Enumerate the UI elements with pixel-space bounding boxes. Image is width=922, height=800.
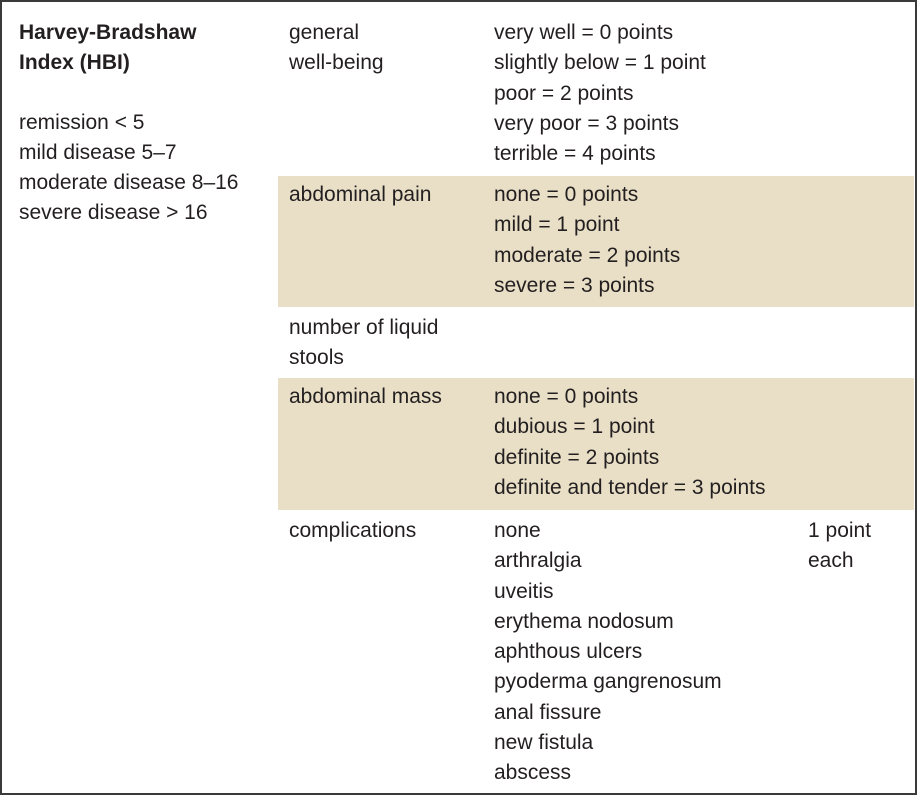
option-item: very well = 0 points	[494, 21, 674, 44]
row-complications	[278, 510, 914, 790]
option-item: uveitis	[494, 579, 554, 603]
option-item: none = 0 points	[494, 183, 639, 206]
label-line: stools	[289, 346, 344, 370]
row-label	[289, 313, 479, 374]
option-item: none	[494, 519, 541, 542]
index-title-line-2: Index (HBI)	[19, 51, 130, 74]
label-line: abdominal pain	[289, 183, 432, 206]
label-line: general	[289, 21, 360, 44]
option-item: moderate = 2 points	[494, 243, 681, 267]
note-line: 1 point	[808, 519, 872, 542]
option-item: arthralgia	[494, 549, 582, 573]
option-item: mild = 1 point	[494, 213, 620, 237]
severity-mild: mild disease 5–7	[19, 141, 177, 164]
row-label	[289, 516, 479, 546]
row-liquid-stools	[278, 307, 914, 378]
option-item: poor = 2 points	[494, 81, 634, 105]
option-item: new fistula	[494, 731, 594, 755]
option-item: anal fissure	[494, 700, 602, 724]
row-abdominal-mass	[278, 378, 914, 510]
option-item: slightly below = 1 point	[494, 51, 706, 75]
severity-list	[19, 108, 269, 228]
row-general-well-being	[278, 18, 914, 178]
row-label	[289, 18, 479, 79]
row-options	[494, 18, 794, 169]
severity-moderate: moderate disease 8–16	[19, 171, 239, 194]
row-options	[494, 180, 794, 301]
points-note	[808, 516, 908, 577]
option-item: terrible = 4 points	[494, 142, 656, 166]
note-line: each	[808, 549, 854, 573]
row-options	[494, 516, 794, 789]
option-item: very poor = 3 points	[494, 111, 680, 135]
option-item: dubious = 1 point	[494, 415, 655, 439]
severity-remission: remission < 5	[19, 111, 145, 134]
index-title-line-1: Harvey-Bradshaw	[19, 21, 197, 44]
row-options	[494, 382, 794, 503]
label-line: complications	[289, 519, 417, 542]
severity-severe: severe disease > 16	[19, 201, 208, 224]
option-item: erythema nodosum	[494, 609, 674, 633]
option-item: none = 0 points	[494, 385, 639, 408]
row-label	[289, 180, 479, 210]
label-line: number of liquid	[289, 316, 439, 339]
option-item: definite and tender = 3 points	[494, 475, 766, 499]
row-abdominal-pain	[278, 176, 914, 307]
row-label	[289, 382, 479, 412]
label-line: abdominal mass	[289, 385, 442, 408]
option-item: severe = 3 points	[494, 273, 655, 297]
label-line: well-being	[289, 51, 384, 75]
option-item: aphthous ulcers	[494, 640, 643, 664]
option-item: definite = 2 points	[494, 445, 660, 469]
option-item: abscess	[494, 761, 572, 785]
index-column	[19, 18, 269, 228]
option-item: pyoderma gangrenosum	[494, 670, 722, 694]
